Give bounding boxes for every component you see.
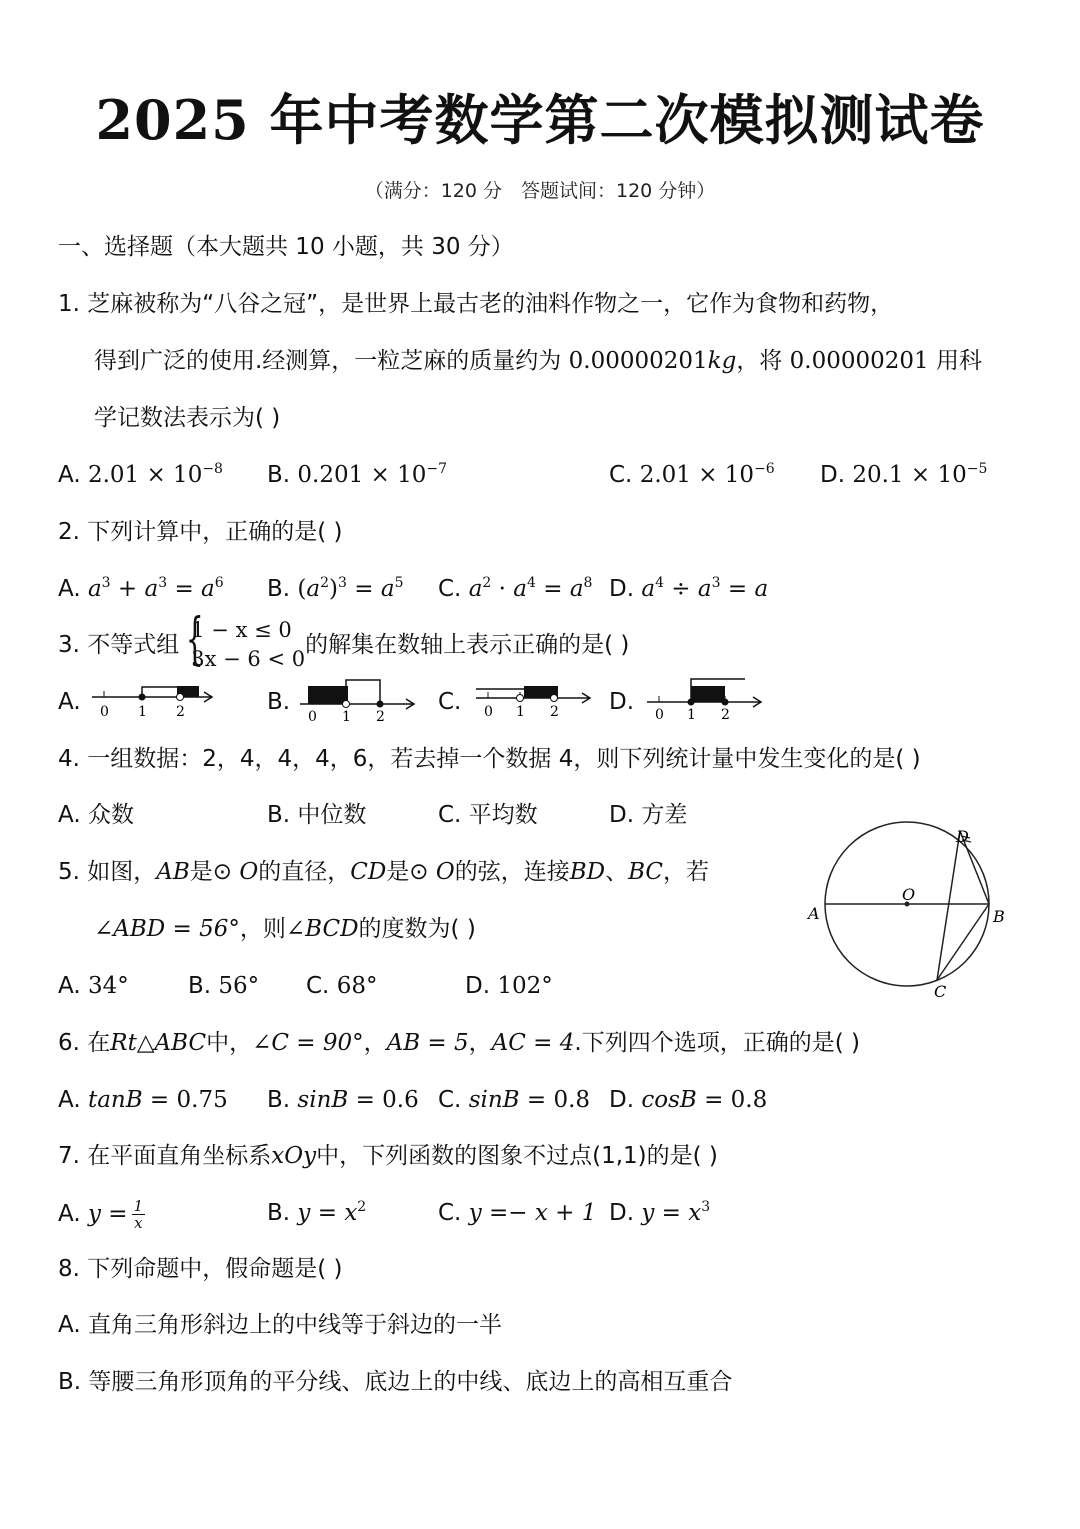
- q2-option-d: D. $a^4 \div a^3 = a$: [609, 575, 769, 602]
- q3-stem: 3. 不等式组 { 1 − x ≤ 0 3x − 6 < 0 的解集在数轴上表示正确的是( ): [58, 607, 630, 672]
- q1-option-d: D. $20.1 \times 10^{-5}$: [820, 461, 988, 488]
- number-line-b: [298, 676, 422, 722]
- svg-text:0: 0: [100, 704, 109, 720]
- svg-text:2: 2: [721, 707, 730, 722]
- svg-text:2: 2: [176, 704, 185, 720]
- svg-text:1: 1: [516, 704, 525, 720]
- label-d: D: [956, 827, 969, 846]
- number-line-c: [474, 676, 598, 722]
- q5-option-c: C. 68°: [306, 973, 378, 999]
- q7-option-a: A. y = $\frac{1}{x}$: [58, 1197, 144, 1232]
- number-line-a: [90, 676, 220, 722]
- q1-stem-line2: 得到广泛的使用.经测算，一粒芝麻的质量约为 0.00000201kg，将 0.00000201 用科: [94, 348, 982, 374]
- q2-option-c: C. $a^2 \cdot a^4 = a^8$: [438, 575, 593, 602]
- q5-stem-line2: ∠ABD = 56°，则∠BCD的度数为( ): [94, 916, 476, 942]
- q6-option-b: B. sinB = 0.6: [267, 1087, 419, 1113]
- svg-text:0: 0: [484, 704, 493, 720]
- q4-option-c: C. 平均数: [438, 802, 538, 828]
- q3-option-c-label: C.: [438, 689, 462, 715]
- q6-option-a: A. tanB = 0.75: [58, 1087, 228, 1113]
- svg-text:1: 1: [138, 704, 147, 720]
- section-heading: 一、选择题（本大题共 10 小题，共 30 分）: [58, 234, 514, 260]
- q1-option-a: A. $2.01 \times 10^{-8}$: [58, 461, 223, 488]
- label-o: O: [902, 885, 916, 904]
- q2-option-a: A. $a^3 + a^3 = a^6$: [58, 575, 224, 602]
- q3-option-a-label: A.: [58, 689, 81, 715]
- label-a: A: [808, 904, 820, 923]
- inequality-system: { 1 − x ≤ 0 3x − 6 < 0: [186, 607, 306, 672]
- svg-text:1: 1: [342, 709, 351, 722]
- q5-option-b: B. 56°: [188, 973, 260, 999]
- q7-stem: 7. 在平面直角坐标系xOy中，下列函数的图象不过点(1,1)的是( ): [58, 1143, 718, 1169]
- q1-option-b: B. $0.201 \times 10^{-7}$: [267, 461, 448, 488]
- svg-text:1: 1: [687, 707, 696, 722]
- q2-option-b: B. $(a^2)^3 = a^5$: [267, 575, 404, 602]
- svg-text:2: 2: [376, 709, 385, 722]
- q4-option-b: B. 中位数: [267, 802, 367, 828]
- circle-figure: [800, 815, 1020, 1005]
- q4-stem: 4. 一组数据：2，4，4，4，6，若去掉一个数据 4，则下列统计量中发生变化的是( ): [58, 746, 921, 772]
- q7-option-c: C. y =− x + 1: [438, 1200, 597, 1226]
- q1-stem-line1: 1. 芝麻被称为“八谷之冠”，是世界上最古老的油料作物之一，它作为食物和药物，: [58, 291, 894, 317]
- q4-option-d: D. 方差: [609, 802, 688, 828]
- svg-text:0: 0: [308, 709, 317, 722]
- q8-option-a: A. 直角三角形斜边上的中线等于斜边的一半: [58, 1312, 502, 1338]
- q5-stem-line1: 5. 如图，AB是⊙ O的直径，CD是⊙ O的弦，连接BD、BC，若: [58, 859, 710, 885]
- q3-option-d-label: D.: [609, 689, 635, 715]
- q2-stem: 2. 下列计算中，正确的是( ): [58, 519, 343, 545]
- label-b: B: [993, 907, 1005, 926]
- q1-stem-line3: 学记数法表示为( ): [94, 405, 281, 431]
- number-line-d: [645, 674, 769, 722]
- q6-option-d: D. cosB = 0.8: [609, 1087, 768, 1113]
- q4-option-a: A. 众数: [58, 802, 134, 828]
- q5-option-d: D. 102°: [465, 973, 553, 999]
- q6-option-c: C. sinB = 0.8: [438, 1087, 591, 1113]
- q7-option-b: B. $y = x^2$: [267, 1199, 367, 1226]
- label-c: C: [934, 982, 947, 1001]
- q8-option-b: B. 等腰三角形顶角的平分线、底边上的中线、底边上的高相互重合: [58, 1369, 733, 1395]
- q6-stem: 6. 在Rt△ABC中，∠C = 90°，AB = 5，AC = 4.下列四个选项，正确的是( ): [58, 1030, 860, 1056]
- q5-option-a: A. 34°: [58, 973, 129, 999]
- svg-text:0: 0: [655, 707, 664, 722]
- exam-info: （满分：120 分 答题试间：120 分钟）: [364, 180, 716, 202]
- page-title: 2025 年中考数学第二次模拟测试卷: [95, 88, 985, 152]
- q7-option-d: D. $y = x^3$: [609, 1199, 711, 1226]
- q8-stem: 8. 下列命题中，假命题是( ): [58, 1256, 343, 1282]
- svg-text:2: 2: [550, 704, 559, 720]
- q1-option-c: C. $2.01 \times 10^{-6}$: [609, 461, 775, 488]
- q3-option-b-label: B.: [267, 689, 291, 715]
- fraction-one-over-x: $\frac{1}{x}$: [133, 1197, 144, 1232]
